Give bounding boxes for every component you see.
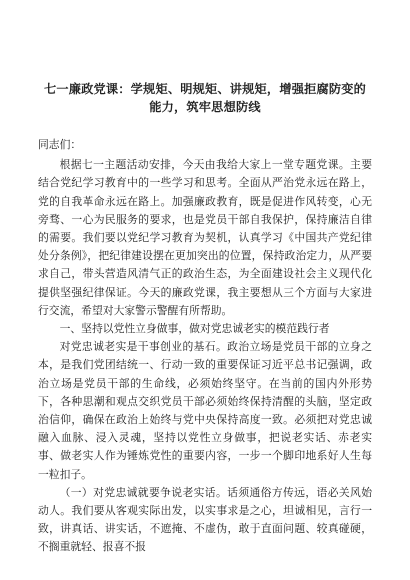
subsection-paragraph: （一）对党忠诚就要争说老实话。话须通俗方传远，语必关风始动人。我们要从客观实际出发，以实事求是之心，坦诚相见，言行一致，讲真话、讲实话，不遮掩、不虚伪，敢于直面问题、较真碰硬，不搁重就轻、报喜不报 (38, 485, 372, 554)
section-heading-1: 一、坚持以党性立身做事，做对党忠诚老实的模范践行者 (59, 322, 330, 336)
intro-paragraph: 根据七一主题活动安排，今天由我给大家上一堂专题党课。主要结合党纪学习教育中的一些学习和思考。全面从严治党永远在路上，党的自我革命永远在路上。加强廉政教育，既是促进作风转变，心无旁骛、一心为民服务的要求，也是党员干部自我保护，保持廉洁自律的需要。我们要以党纪学习教育为契机，认真学习《中国共产党纪律处分条例》，把纪律建设摆在更加突出的位置，保持政治定力，从严要求自己，带头营造风清气正的政治生态，为全面建设社会主义现代化提供坚强纪律保证。今天的廉政党课，我主要想从三个方面与大家进行交流，希望对大家警示警醒有所帮助。 (38, 158, 372, 317)
salutation: 同志们： (38, 138, 82, 151)
body-paragraph: 对党忠诚老实是干事创业的基石。政治立场是党员干部的立身之本，是我们党团结统一、行动一致的重要保证习近平总书记强调，政治立场是党员干部的生命线，必须始终坚守。在当前的国内外形势下，各种思潮和观点交织党员干部必须始终保持清醒的头脑，坚定政治信仰，确保在政治上始终与党中央保持高度一致。必须把对党忠诚融入血脉、浸入灵魂，坚持以党性立身做事，把说老实话、赤老实事、做老实人作为锤炼党性的重要内容，一步一个脚印地系好人生每一粒扣子。 (38, 340, 372, 481)
document-title: 七一廉政党课：学规矩、明规矩、讲规矩，增强拒腐防变的能力，筑牢思想防线 (43, 82, 367, 114)
